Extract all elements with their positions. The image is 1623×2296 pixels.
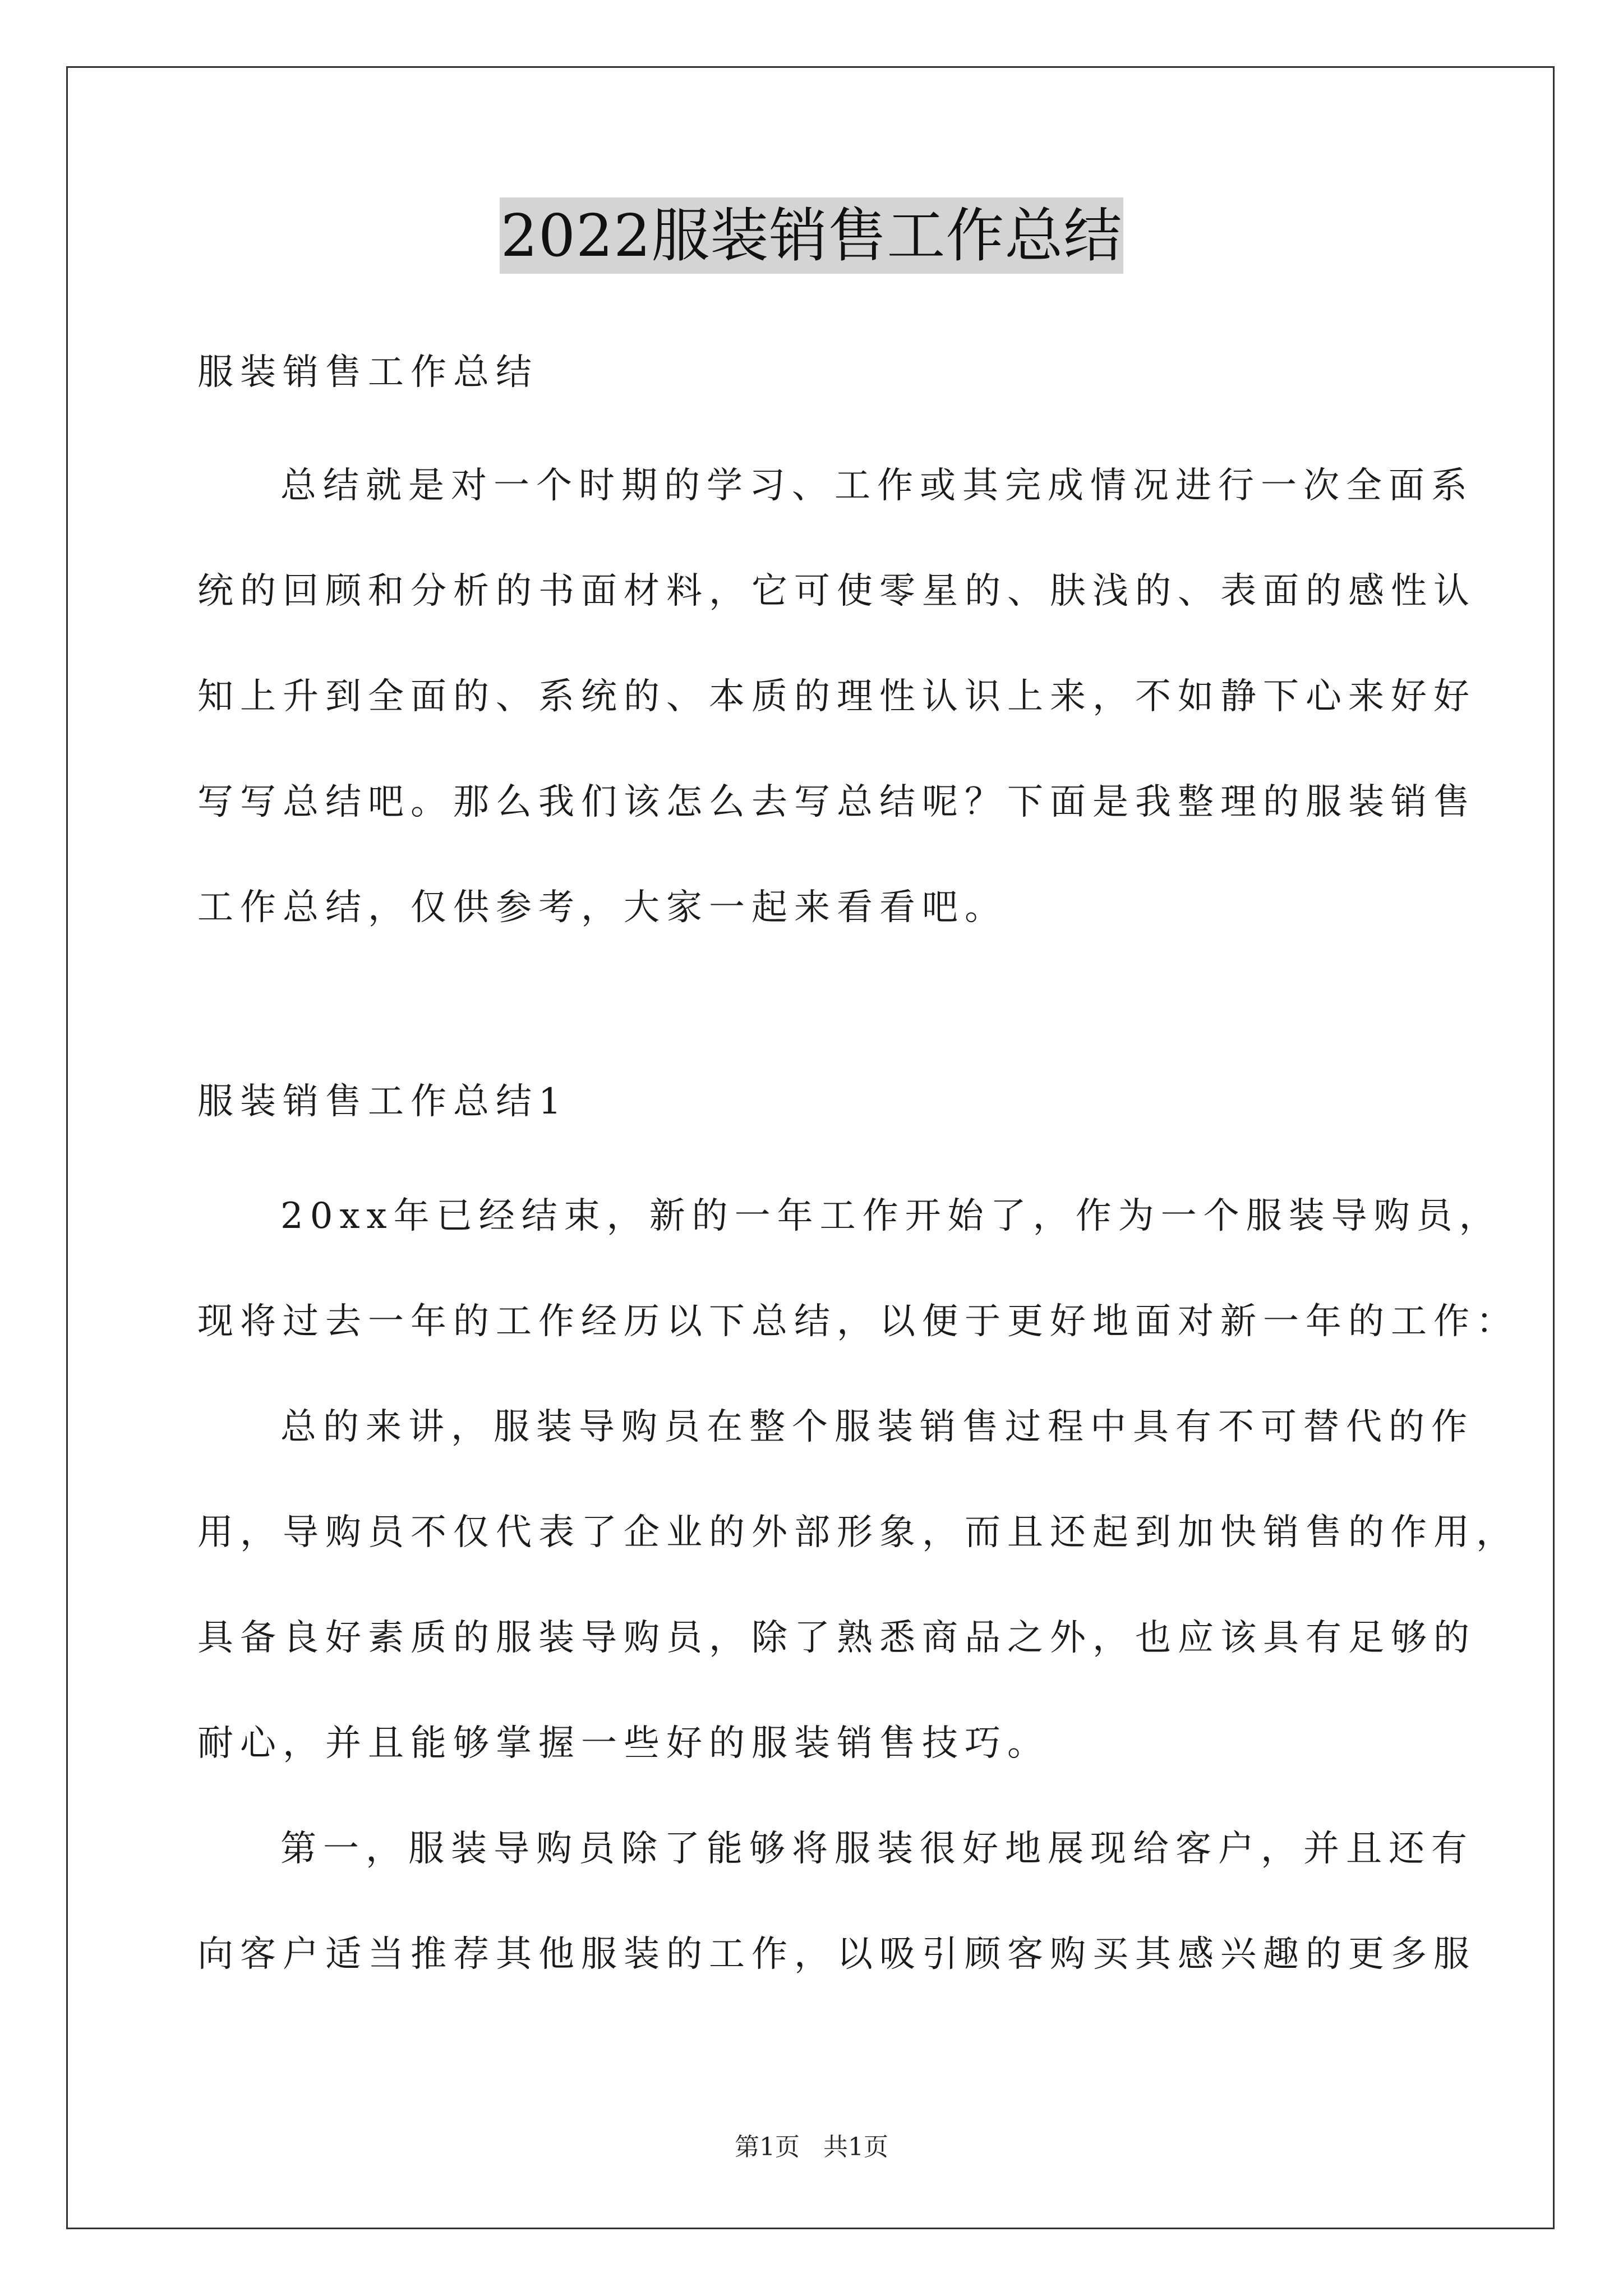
paragraph-line: 用，导购员不仅代表了企业的外部形象，而且还起到加快销售的作用， xyxy=(197,1512,1519,1553)
paragraph-line: 统的回顾和分析的书面材料，它可使零星的、肤浅的、表面的感性认 xyxy=(197,570,1476,612)
paragraph-line: 现将过去一年的工作经历以下总结，以便于更好地面对新一年的工作： xyxy=(197,1301,1519,1342)
section-heading-1: 服装销售工作总结1 xyxy=(197,1081,568,1122)
paragraph-line: 总结就是对一个时期的学习、工作或其完成情况进行一次全面系 xyxy=(280,465,1474,507)
paragraph-line: 总的来讲，服装导购员在整个服装销售过程中具有不可替代的作 xyxy=(280,1406,1474,1448)
paragraph-line: 向客户适当推荐其他服装的工作，以吸引顾客购买其感兴趣的更多服 xyxy=(197,1934,1476,1975)
paragraph-line: 耐心，并且能够掌握一些好的服装销售技巧。 xyxy=(197,1723,1050,1764)
paragraph-line: 写写总结吧。那么我们该怎么去写总结呢？下面是我整理的服装销售 xyxy=(197,781,1476,823)
paragraph-line: 20xx年已经结束，新的一年工作开始了，作为一个服装导购员， xyxy=(280,1195,1502,1237)
paragraph-line: 知上升到全面的、系统的、本质的理性认识上来，不如静下心来好好 xyxy=(197,676,1476,717)
document-title: 2022服装销售工作总结 xyxy=(500,197,1124,274)
page-number-footer: 第1页 共1页 xyxy=(735,2133,888,2161)
title-container xyxy=(0,197,1623,274)
paragraph-line: 工作总结，仅供参考，大家一起来看看吧。 xyxy=(197,887,1007,928)
paragraph-line: 第一，服装导购员除了能够将服装很好地展现给客户，并且还有 xyxy=(280,1828,1474,1870)
paragraph-line: 具备良好素质的服装导购员，除了熟悉商品之外，也应该具有足够的 xyxy=(197,1617,1476,1659)
section-heading-intro: 服装销售工作总结 xyxy=(197,352,538,393)
